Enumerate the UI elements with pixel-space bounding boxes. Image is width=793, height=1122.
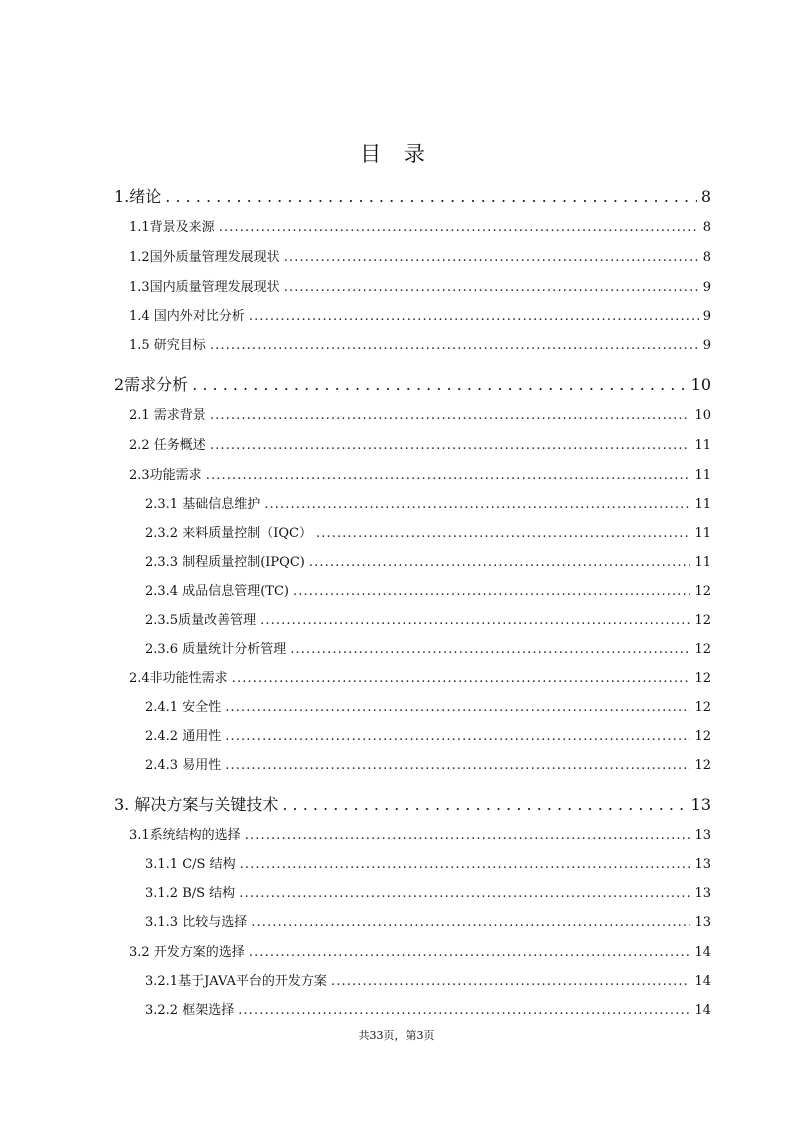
toc-entry[interactable] bbox=[145, 522, 711, 540]
toc-entry[interactable] bbox=[114, 792, 711, 814]
toc-entry[interactable] bbox=[145, 911, 711, 929]
toc-entry[interactable] bbox=[145, 754, 711, 772]
toc-dot-leader bbox=[238, 1003, 690, 1018]
toc-entry[interactable] bbox=[129, 246, 711, 264]
toc-entry-page-number: 12 bbox=[694, 613, 711, 628]
toc-dot-leader bbox=[240, 857, 691, 872]
toc-dot-leader bbox=[165, 187, 697, 206]
toc-entry-label: 2.4非功能性需求 bbox=[129, 671, 228, 686]
toc-entry-label: 2.3.4 成品信息管理(TC) bbox=[145, 584, 289, 599]
toc-entry[interactable] bbox=[145, 493, 711, 511]
toc-entry[interactable] bbox=[145, 638, 711, 656]
toc-entry[interactable] bbox=[114, 372, 711, 394]
toc-entry[interactable] bbox=[129, 404, 711, 422]
toc-entry-label: 1.5 研究目标 bbox=[129, 338, 206, 353]
toc-entry-label: 3.1系统结构的选择 bbox=[129, 828, 241, 843]
toc-entry[interactable] bbox=[145, 970, 711, 988]
toc-entry[interactable] bbox=[145, 696, 711, 714]
toc-entry-label: 3.1.3 比较与选择 bbox=[145, 915, 248, 930]
toc-dot-leader bbox=[225, 700, 690, 715]
toc-entry-page-number: 8 bbox=[702, 220, 711, 235]
toc-dot-leader bbox=[309, 555, 691, 570]
toc-entry-page-number: 8 bbox=[700, 187, 711, 206]
toc-entry-page-number: 14 bbox=[694, 1003, 711, 1018]
toc-dot-leader bbox=[284, 280, 699, 295]
toc-entry-label: 2.4.3 易用性 bbox=[145, 758, 222, 773]
toc-entry-page-number: 12 bbox=[694, 642, 711, 657]
toc-entry[interactable] bbox=[114, 184, 711, 206]
toc-entry-label: 2.3.1 基础信息维护 bbox=[145, 497, 261, 512]
toc-entry[interactable] bbox=[129, 824, 711, 842]
toc-entry[interactable] bbox=[145, 609, 711, 627]
toc-entry-page-number: 12 bbox=[694, 758, 711, 773]
toc-dot-leader bbox=[239, 886, 690, 901]
page-footer: 共33页，第3页 bbox=[358, 1029, 435, 1042]
toc-entry[interactable] bbox=[145, 551, 711, 569]
toc-dot-leader bbox=[225, 758, 690, 773]
toc-entry-page-number: 10 bbox=[694, 408, 711, 423]
toc-entry-page-number: 13 bbox=[694, 886, 711, 901]
toc-entry-page-number: 8 bbox=[702, 250, 711, 265]
toc-entry-label: 3.2 开发方案的选择 bbox=[129, 945, 245, 960]
toc-dot-leader bbox=[245, 828, 691, 843]
toc-entry-page-number: 10 bbox=[690, 375, 711, 394]
toc-entry-label: 2.4.2 通用性 bbox=[145, 729, 222, 744]
toc-entry-page-number: 11 bbox=[694, 497, 711, 512]
toc-entry-label: 2.2 任务概述 bbox=[129, 438, 206, 453]
toc-entry-label: 1.1背景及来源 bbox=[129, 220, 215, 235]
toc-entry-page-number: 12 bbox=[694, 671, 711, 686]
toc-dot-leader bbox=[206, 468, 691, 483]
toc-dot-leader bbox=[210, 438, 691, 453]
toc-entry-page-number: 9 bbox=[702, 280, 711, 295]
toc-entry-page-number: 13 bbox=[694, 828, 711, 843]
toc-dot-leader bbox=[282, 795, 686, 814]
toc-entry-label: 2.3.3 制程质量控制(IPQC) bbox=[145, 555, 305, 570]
toc-dot-leader bbox=[192, 375, 686, 394]
toc-entry-label: 1.绪论 bbox=[114, 187, 162, 206]
page-title: 目 录 bbox=[360, 142, 433, 166]
toc-entry[interactable] bbox=[145, 580, 711, 598]
toc-dot-leader bbox=[249, 309, 699, 324]
toc-dot-leader bbox=[290, 642, 690, 657]
toc-entry-label: 2.3.5质量改善管理 bbox=[145, 613, 257, 628]
toc-entry-page-number: 12 bbox=[694, 729, 711, 744]
toc-dot-leader bbox=[293, 584, 690, 599]
toc-entry-label: 2.3.6 质量统计分析管理 bbox=[145, 642, 287, 657]
toc-dot-leader bbox=[251, 915, 690, 930]
toc-entry[interactable] bbox=[129, 667, 711, 685]
toc-entry-page-number: 14 bbox=[694, 974, 711, 989]
toc-entry-page-number: 9 bbox=[702, 338, 711, 353]
toc-dot-leader bbox=[232, 671, 691, 686]
toc-entry-label: 2.1 需求背景 bbox=[129, 408, 206, 423]
toc-entry-page-number: 11 bbox=[694, 555, 711, 570]
toc-dot-leader bbox=[210, 408, 691, 423]
toc-dot-leader bbox=[316, 526, 691, 541]
toc-entry[interactable] bbox=[129, 464, 711, 482]
toc-dot-leader bbox=[264, 497, 690, 512]
toc-entry[interactable] bbox=[129, 276, 711, 294]
toc-entry[interactable] bbox=[145, 725, 711, 743]
toc-dot-leader bbox=[249, 945, 691, 960]
toc-entry[interactable] bbox=[129, 434, 711, 452]
toc-dot-leader bbox=[219, 220, 699, 235]
toc-entry-label: 2.4.1 安全性 bbox=[145, 700, 222, 715]
toc-entry-page-number: 13 bbox=[690, 795, 711, 814]
toc-entry[interactable] bbox=[129, 941, 711, 959]
toc-dot-leader bbox=[210, 338, 699, 353]
toc-entry[interactable] bbox=[129, 305, 711, 323]
toc-entry-label: 1.2国外质量管理发展现状 bbox=[129, 250, 280, 265]
toc-entry-label: 2.3.2 来料质量控制（IQC） bbox=[145, 526, 312, 541]
toc-entry-label: 3. 解决方案与关键技术 bbox=[114, 795, 279, 814]
toc-entry[interactable] bbox=[129, 216, 711, 234]
toc-entry-page-number: 11 bbox=[694, 526, 711, 541]
toc-entry-page-number: 12 bbox=[694, 700, 711, 715]
toc-dot-leader bbox=[284, 250, 699, 265]
toc-entry-label: 1.3国内质量管理发展现状 bbox=[129, 280, 280, 295]
toc-entry-label: 2.3功能需求 bbox=[129, 468, 202, 483]
toc-entry-label: 3.2.1基于JAVA平台的开发方案 bbox=[145, 974, 327, 989]
toc-entry-label: 2需求分析 bbox=[114, 375, 189, 394]
toc-dot-leader bbox=[331, 974, 691, 989]
toc-entry-page-number: 14 bbox=[694, 945, 711, 960]
toc-entry[interactable] bbox=[145, 853, 711, 871]
toc-dot-leader bbox=[225, 729, 690, 744]
toc-entry-page-number: 11 bbox=[694, 438, 711, 453]
toc-entry-label: 3.1.1 C/S 结构 bbox=[145, 857, 236, 872]
toc-entry-page-number: 9 bbox=[702, 309, 711, 324]
toc-dot-leader bbox=[260, 613, 690, 628]
toc-entry-page-number: 11 bbox=[694, 468, 711, 483]
toc-entry-page-number: 13 bbox=[694, 915, 711, 930]
toc-entry-label: 1.4 国内外对比分析 bbox=[129, 309, 245, 324]
toc-entry-page-number: 12 bbox=[694, 584, 711, 599]
toc-entry-label: 3.2.2 框架选择 bbox=[145, 1003, 235, 1018]
toc-entry[interactable] bbox=[145, 882, 711, 900]
toc-entry-page-number: 13 bbox=[694, 857, 711, 872]
toc-entry-label: 3.1.2 B/S 结构 bbox=[145, 886, 236, 901]
toc-entry[interactable] bbox=[129, 334, 711, 352]
toc-entry[interactable] bbox=[145, 999, 711, 1017]
